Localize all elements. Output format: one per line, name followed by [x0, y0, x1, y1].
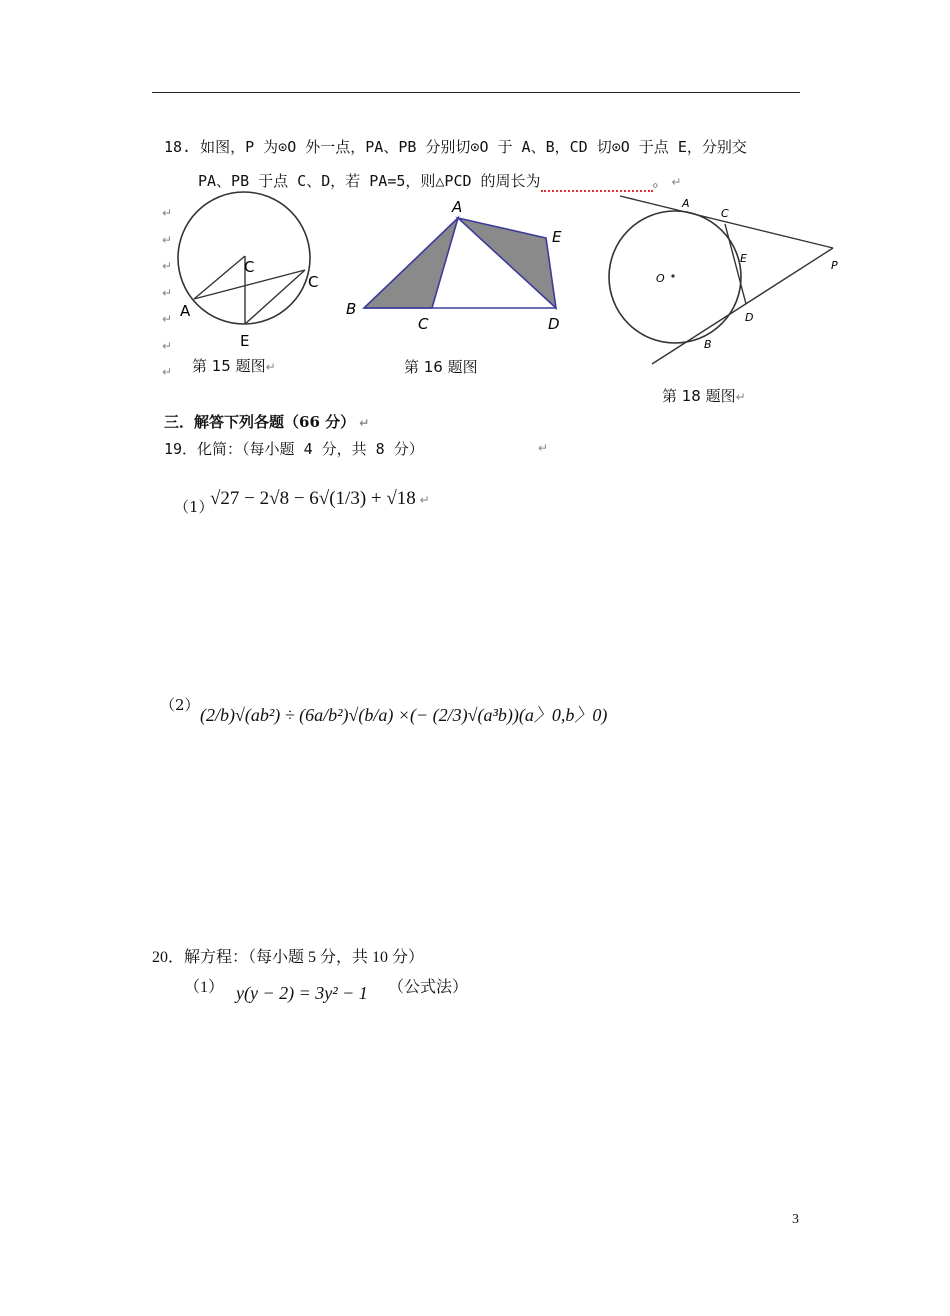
fig18-label-c: C: [721, 207, 729, 220]
fig15-label-c-inner: C: [244, 258, 255, 276]
fig16-shaded-right: [458, 218, 556, 308]
fig18-label-e: E: [740, 252, 747, 265]
fig16-label-e: E: [552, 228, 562, 246]
paragraph-marks: ↵ ↵ ↵ ↵ ↵ ↵ ↵: [162, 206, 173, 379]
fig18-caption: 第 18 题图↵: [662, 387, 746, 405]
q19-part1-expression: √27 − 2√8 − 6√(1/3) + √18 ↵: [210, 488, 430, 509]
figure-18: [600, 190, 850, 370]
figure-15: [160, 190, 340, 380]
q20-part1-label: （1）: [184, 979, 225, 996]
fig18-label-p: P: [831, 259, 838, 272]
page-number: 3: [792, 1212, 799, 1227]
q20-part1-expression: y(y − 2) = 3y² − 1: [236, 983, 368, 1003]
fig15-label-e: E: [240, 332, 250, 350]
answer-blank[interactable]: [541, 172, 653, 192]
fig16-label-d: D: [548, 315, 560, 333]
q19-part2-expression: (2/b)√(ab²) ÷ (6a/b²)√(b/a) ×(− (2/3)√(a³b))(a〉0,b〉0): [200, 705, 608, 725]
fig16-label-b: B: [346, 300, 357, 318]
fig18-label-a: A: [682, 197, 690, 210]
fig18-label-d: D: [745, 311, 754, 324]
fig16-label-a: A: [452, 198, 463, 216]
q20-part1-method: （公式法）: [388, 979, 469, 996]
fig15-label-c: C: [308, 273, 319, 291]
fig16-shaded-left: [364, 218, 458, 308]
q18-line2: PA、PB 于点 C、D，若 PA=5，则△PCD 的周长为 。 ↵: [198, 172, 682, 190]
q19-title: 19．化简：（每小题 4 分，共 8 分）: [164, 440, 424, 458]
header-rule: [152, 92, 800, 93]
q19-part2-label: （2）: [160, 696, 200, 714]
q19-part1-label: （1）: [174, 498, 214, 516]
q20-title: 20．解方程：（每小题 5 分，共 10 分）: [152, 949, 425, 966]
fig15-label-a: A: [180, 302, 191, 320]
fig18-label-b: B: [704, 338, 712, 351]
fig16-label-c: C: [418, 315, 429, 333]
fig18-circle: [609, 211, 741, 343]
fig18-label-o: O: [656, 272, 665, 285]
fig16-caption: 第 16 题图: [404, 358, 478, 376]
q18-line1: 18. 如图，P 为⊙O 外一点，PA、PB 分别切⊙O 于 A、B，CD 切⊙O 于点 E，分别交: [164, 138, 747, 156]
fig15-caption: 第 15 题图↵: [192, 357, 276, 375]
section-3-heading: 三．解答下列各题（66 分） ↵: [164, 413, 370, 431]
figure-16: [340, 190, 570, 365]
